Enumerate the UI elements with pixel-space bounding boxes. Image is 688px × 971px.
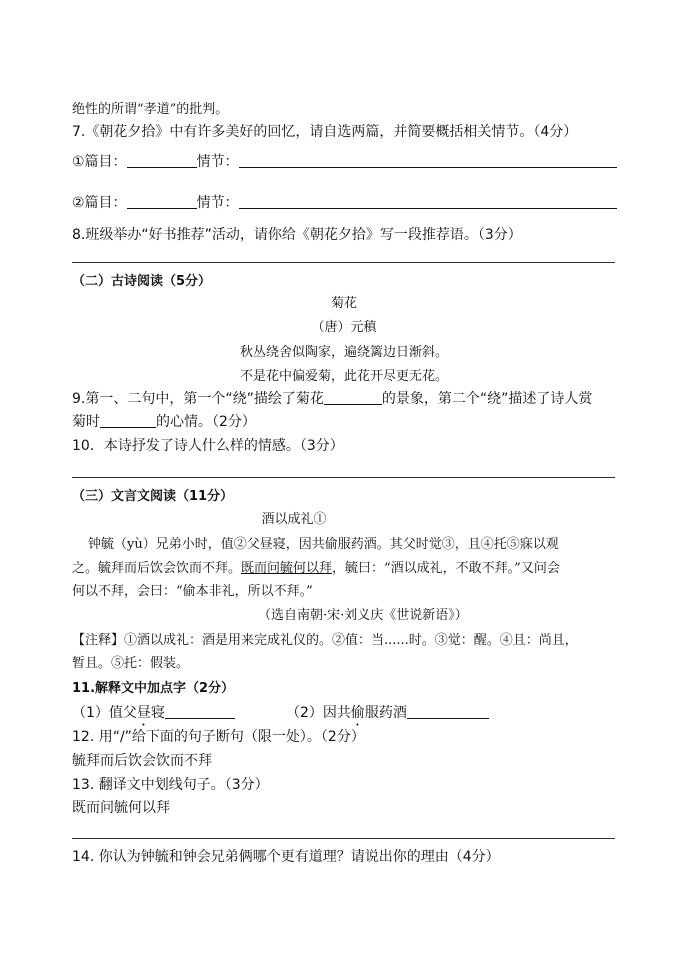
q12-sentence: 毓拜而后饮会饮而不拜	[72, 753, 212, 769]
poem-line-2: 不是花中偏爱菊，此花开尽更无花。	[239, 369, 448, 384]
classical-para-2	[72, 559, 560, 579]
q11-item1-dotted: 昼	[136, 705, 151, 721]
q14-prompt: 14. 你认为钟毓和钟会兄弟俩哪个更有道理？请说出你的理由（4分）	[72, 849, 500, 865]
q7-title-blank-2[interactable]	[127, 194, 197, 209]
q11-item2-dotted: 偷	[350, 705, 365, 721]
q7-row1-mark: ①篇目：	[72, 154, 127, 170]
classical-para-2-b: ，毓曰：“酒以成礼，不敢不拜。”又问会	[332, 561, 560, 576]
classical-para-1: 钟毓（yù）兄弟小时，值②父昼寝，因共偷服药酒。其父时觉③，且④托⑤寐以观	[88, 537, 559, 552]
q13-sentence: 既而问毓何以拜	[72, 800, 170, 816]
q7-plot-label-2: 情节：	[196, 195, 239, 211]
q7-row-2	[72, 193, 617, 213]
q11-item-2	[286, 703, 489, 729]
classical-note-2: 暂且。⑤托：假装。	[72, 656, 190, 671]
q7-title-blank-1[interactable]	[127, 153, 197, 168]
q9-text-d: 的心情。（2分）	[156, 414, 256, 430]
classical-para-3: 何以不拜，会曰：“偷本非礼，所以不拜。”	[72, 584, 313, 599]
q11-item2-b: 服药酒	[364, 705, 407, 721]
q8-answer-line[interactable]	[72, 262, 615, 263]
poem-line-1: 秋丛绕舍似陶家，遍绕篱边日渐斜。	[239, 345, 448, 360]
q9-blank-2[interactable]	[100, 413, 156, 428]
q9-text-b: 的景象，第二个“绕”描述了诗人赏	[381, 391, 593, 407]
classical-underlined-sentence: 既而问毓何以拜	[241, 561, 333, 576]
classical-para-2-a: 之。毓拜而后饮会饮而不拜。	[72, 561, 242, 576]
q9-text-a: 9.第一、二句中，第一个“绕”描绘了菊花	[72, 391, 324, 407]
q13-answer-line[interactable]	[72, 838, 615, 839]
q11-item-1	[72, 703, 235, 729]
q11-item2-a: （2）因共	[286, 705, 351, 721]
q7-plot-blank-2[interactable]	[239, 194, 617, 209]
sec2-heading: （二）古诗阅读（5分）	[72, 274, 212, 289]
q7-plot-label-1: 情节：	[196, 154, 239, 170]
q9-line-2	[72, 412, 256, 432]
q8-prompt: 8.班级举办“好书推荐”活动，请你给《朝花夕拾》写一段推荐语。（3分）	[72, 227, 522, 243]
q10-prompt: 10．本诗抒发了诗人什么样的情感。（3分）	[72, 438, 344, 454]
q10-answer-line[interactable]	[72, 477, 615, 478]
q9-blank-1[interactable]	[324, 390, 382, 405]
q7-row2-mark: ②篇目：	[72, 195, 127, 211]
classical-note-1: 【注释】①酒以成礼：酒是用来完成礼仪的。②值：当......时。③觉：醒。④且：尚且，	[72, 633, 578, 648]
q13-prompt: 13. 翻译文中划线句子。（3分）	[72, 777, 269, 793]
poem-author: （唐）元稹	[311, 320, 377, 335]
q7-plot-blank-1[interactable]	[239, 153, 617, 168]
q6-tail-text: 绝性的所谓“孝道”的批判。	[72, 102, 229, 117]
q11-item1-a: （1）值父	[72, 705, 137, 721]
q11-prompt: 11.解释文中加点字（2分）	[72, 681, 235, 696]
q11-item1-b: 寝	[150, 705, 165, 721]
q9-text-c: 菊时	[72, 414, 100, 430]
q12-prompt: 12. 用“/”给下面的句子断句（限一处）。（2分）	[72, 729, 365, 745]
q7-row-1	[72, 152, 617, 172]
q11-blank-1[interactable]	[165, 704, 235, 719]
q11-blank-2[interactable]	[407, 704, 489, 719]
q7-prompt: 7.《朝花夕拾》中有许多美好的回忆，请自选两篇，并简要概括相关情节。（4分）	[72, 124, 578, 140]
q9-line-1	[72, 389, 592, 409]
poem-title: 菊花	[330, 296, 357, 311]
sec3-heading: （三）文言文阅读（11分）	[72, 489, 234, 504]
classical-title: 酒以成礼①	[261, 512, 327, 527]
classical-source: （选自南朝·宋·刘义庆《世说新语》）	[258, 608, 468, 623]
